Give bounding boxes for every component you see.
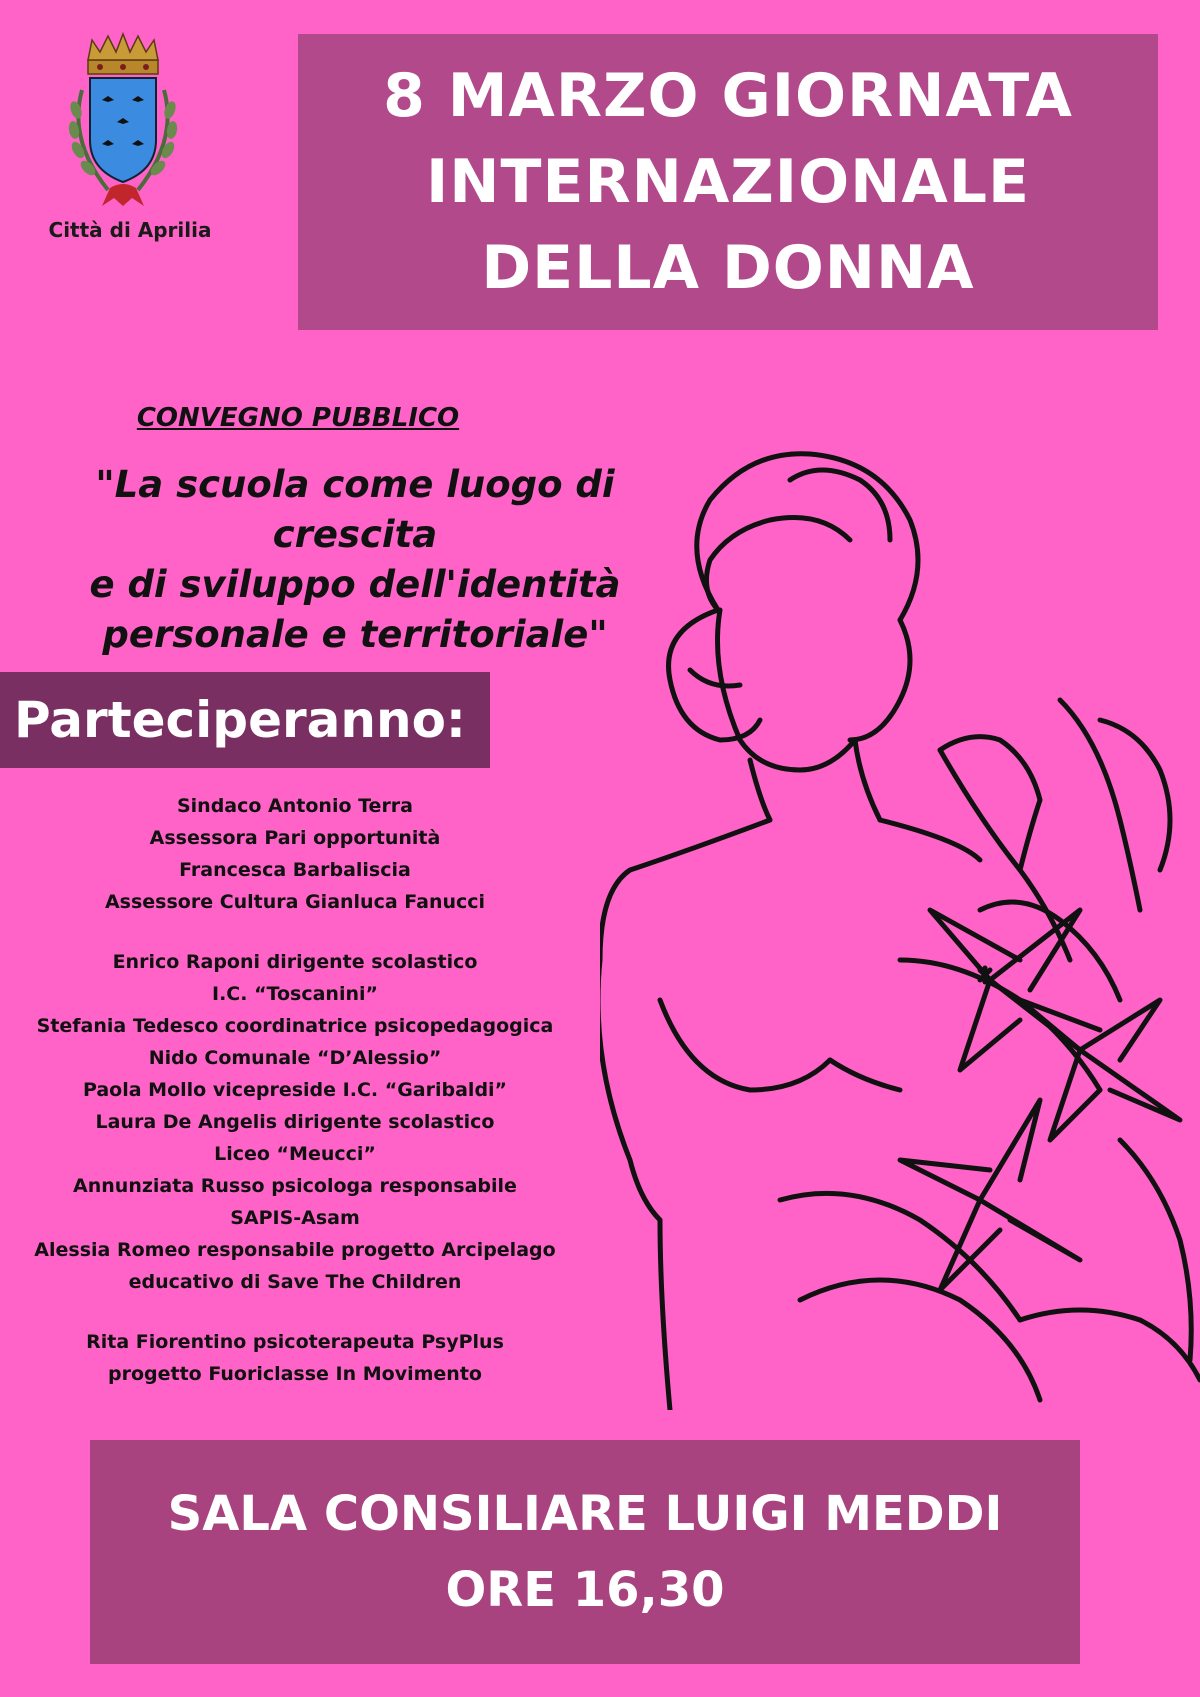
participant-line: Laura De Angelis dirigente scolastico (95, 1111, 495, 1133)
coat-of-arms-icon (48, 30, 198, 220)
title-line-1: 8 MARZO GIORNATA (383, 61, 1073, 131)
title-line-2: INTERNAZIONALE (425, 147, 1030, 217)
participant-line: Rita Fiorentino psicoterapeuta PsyPlus (86, 1331, 504, 1353)
city-logo (40, 30, 220, 250)
woman-illustration (600, 440, 1200, 1410)
spacer (0, 1298, 590, 1326)
participant-line: Francesca Barbaliscia (179, 859, 411, 881)
title-line-3: DELLA DONNA (481, 233, 975, 303)
quote-line-2: e di sviluppo dell'identità (89, 563, 621, 606)
venue-name: SALA CONSILIARE LUIGI MEDDI (167, 1486, 1003, 1542)
participants-list (0, 790, 590, 1390)
venue-box (90, 1440, 1080, 1664)
participant-line: Stefania Tedesco coordinatrice psicopedagogica (36, 1015, 554, 1037)
participant-line: progetto Fuoriclasse In Movimento (108, 1363, 482, 1385)
participant-line: Sindaco Antonio Terra (176, 795, 414, 817)
spacer (0, 918, 590, 946)
participant-line: SAPIS-Asam (230, 1207, 360, 1229)
woman-bust-with-lilies-icon (600, 440, 1200, 1410)
event-time: ORE 16,30 (445, 1562, 725, 1618)
participants-heading-box (0, 672, 490, 768)
convegno-label: CONVEGNO PUBBLICO (136, 403, 460, 433)
participant-line: Nido Comunale “D’Alessio” (148, 1047, 442, 1069)
participant-line: Alessia Romeo responsabile progetto Arcipelago (34, 1239, 556, 1261)
quote-line-1: "La scuola come luogo di crescita (95, 463, 615, 556)
participant-line: Annunziata Russo psicologa responsabile (73, 1175, 517, 1197)
participant-line: I.C. “Toscanini” (212, 983, 378, 1005)
participant-line: Paola Mollo vicepreside I.C. “Garibaldi” (82, 1079, 508, 1101)
quote-line-3: personale e territoriale" (102, 613, 608, 656)
participants-heading: Parteciperanno: (14, 691, 466, 749)
participant-line: Liceo “Meucci” (214, 1143, 376, 1165)
participant-line: Assessora Pari opportunità (149, 827, 441, 849)
participant-line: Enrico Raponi dirigente scolastico (112, 951, 478, 973)
participant-line: educativo di Save The Children (128, 1271, 462, 1293)
city-name: Città di Aprilia (48, 218, 212, 242)
convegno-quote (10, 460, 700, 660)
participant-line: Assessore Cultura Gianluca Fanucci (104, 891, 486, 913)
event-title-box (298, 34, 1158, 330)
